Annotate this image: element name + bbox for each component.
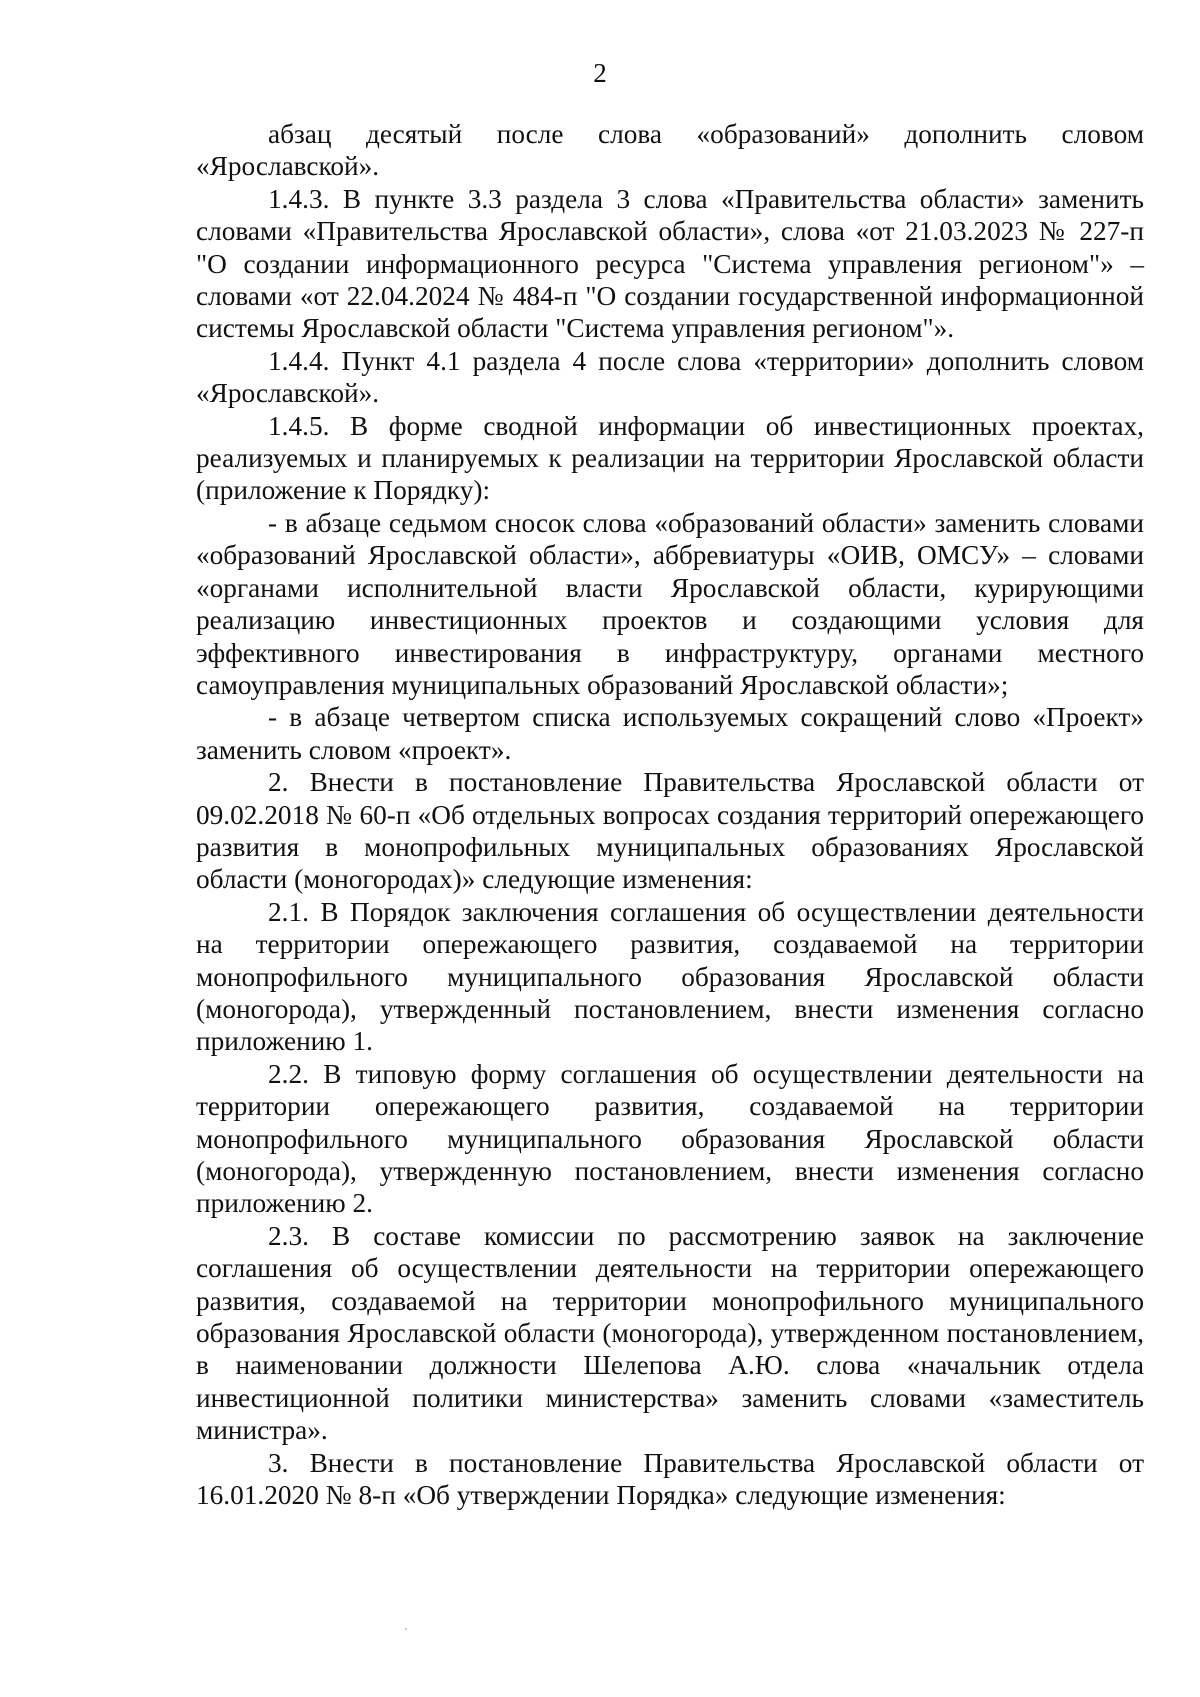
paragraph-1-4-4: 1.4.4. Пункт 4.1 раздела 4 после слова «территории» дополнить словом «Ярославской». (196, 345, 1144, 409)
paragraph-2-1: 2.1. В Порядок заключения соглашения об осуществлении деятельности на территории опережающего развития, создаваемой на территории монопрофильного муниципального образования Ярославской области (моногорода), утвержденный постановлением, внести изменения согласно приложению 1. (196, 896, 1144, 1057)
paragraph-bullet-sedmom: - в абзаце седьмом сносок слова «образований области» заменить словами «образований Ярославской области», аббревиатуры «ОИВ, ОМСУ» – словами «органами исполнительной власти Ярославской области, курирующими реализацию инвестиционных проектов и создающими условия для эффективного инвестирования в инфраструктуру, органами местного самоуправления муниципальных образований Ярославской области»; (196, 507, 1144, 700)
document-body (196, 118, 1144, 1511)
paragraph-bullet-chetvertom: - в абзаце четвертом списка используемых сокращений слово «Проект» заменить словом «проект». (196, 702, 1144, 765)
paragraph-3: 3. Внести в постановление Правительства Ярославской области от 16.01.2020 № 8-п «Об утверждении Порядка» следующие изменения: (196, 1447, 1144, 1511)
paragraph-1-4-5: 1.4.5. В форме сводной информации об инвестиционных проектах, реализуемых и планируемых к реализации на территории Ярославской области (приложение к Порядку): (196, 410, 1144, 506)
paragraph-1-4-3: 1.4.3. В пункте 3.3 раздела 3 слова «Правительства области» заменить словами «Правительства Ярославской области», слова «от 21.03.2023 № 227-п "О создании информационного ресурса "Система управления регионом"» – словами «от 22.04.2024 № 484-п "О создании государственной информационной системы Ярославской области "Система управления регионом"». (196, 183, 1144, 344)
paragraph-2: 2. Внести в постановление Правительства Ярославской области от 09.02.2018 № 60-п «Об отдельных вопросах создания территорий опережающего развития в монопрофильных муниципальных образованиях Ярославской области (моногородах)» следующие изменения: (196, 767, 1144, 895)
scan-speck (405, 1628, 407, 1630)
paragraph-2-2: 2.2. В типовую форму соглашения об осуществлении деятельности на территории опережающего развития, создаваемой на территории монопрофильного муниципального образования Ярославской области (моногорода), утвержденную постановлением, внести изменения согласно приложению 2. (196, 1058, 1144, 1219)
paragraph-abzac-desyatyi: абзац десятый после слова «образований» дополнить словом «Ярославской». (196, 119, 1144, 182)
page-number: 2 (593, 58, 607, 88)
paragraph-2-3: 2.3. В составе комиссии по рассмотрению заявок на заключение соглашения об осуществлении деятельности на территории опережающего развития, создаваемой на территории монопрофильного муниципального образования Ярославской области (моногорода), утвержденном постановлением, в наименовании должности Шелепова А.Ю. слова «начальник отдела инвестиционной политики министерства» заменить словами «заместитель министра». (196, 1220, 1144, 1446)
